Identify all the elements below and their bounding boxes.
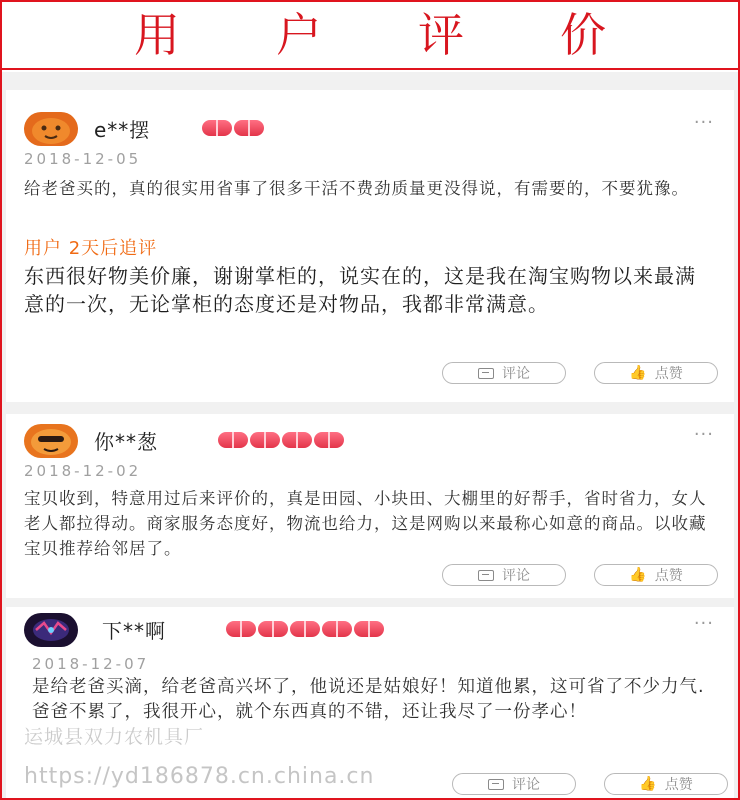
heart-icon: [282, 432, 312, 448]
rating-hearts: [202, 120, 264, 136]
review-text: 给老爸买的，真的很实用省事了很多干活不费劲质量更没得说，有需要的，不要犹豫。: [24, 179, 689, 198]
thumbs-up-icon: 👍: [629, 365, 647, 381]
review-text: 是给老爸买滴，给老爸高兴坏了，他说还是姑娘好！知道他累，这可省了不少力气.爸爸不累了，我很开心，就个东西真的不错，还让我尽了一份孝心！: [32, 677, 705, 722]
username[interactable]: 下**啊: [102, 619, 166, 643]
like-label: 点赞: [654, 568, 683, 584]
heart-icon: [258, 621, 288, 637]
review-text: 宝贝收到，特意用过后来评价的，真是田园、小块田、大棚里的好帮手，省时省力，女人老人都拉得动。商家服务态度好，物流也给力，这是网购以来最称心如意的商品。以收藏宝贝推荐给邻居了。: [24, 489, 707, 558]
heart-icon: [314, 432, 344, 448]
like-button[interactable]: [594, 362, 718, 384]
review-card: [6, 90, 734, 402]
followup-label: 用户 2天后追评: [24, 238, 158, 259]
heart-icon: [218, 432, 248, 448]
more-options-icon[interactable]: ···: [693, 424, 714, 445]
review-date: 2018-12-02: [24, 462, 142, 480]
like-button[interactable]: [604, 773, 728, 795]
comment-button[interactable]: [452, 773, 576, 795]
watermark-url: https://yd186878.cn.china.cn: [24, 764, 375, 789]
comment-label: 评论: [502, 568, 530, 584]
reviews-list[interactable]: [2, 72, 738, 798]
comment-icon: [478, 368, 494, 379]
more-options-icon[interactable]: ···: [693, 613, 714, 634]
comment-button[interactable]: [442, 564, 566, 586]
like-label: 点赞: [664, 777, 693, 793]
comment-label: 评论: [512, 777, 540, 793]
heart-icon: [354, 621, 384, 637]
review-card: [6, 607, 734, 798]
rating-hearts: [226, 621, 384, 637]
comment-button[interactable]: [442, 362, 566, 384]
review-date: 2018-12-07: [32, 655, 150, 673]
followup-text: 东西很好物美价廉，谢谢掌柜的，说实在的，这是我在淘宝购物以来最满意的一次，无论掌柜的态度还是对物品，我都非常满意。: [24, 264, 696, 316]
review-card: [6, 414, 734, 598]
avatar[interactable]: [24, 424, 78, 458]
more-options-icon[interactable]: ···: [693, 112, 714, 133]
heart-icon: [322, 621, 352, 637]
like-label: 点赞: [654, 366, 683, 382]
review-date: 2018-12-05: [24, 150, 142, 168]
page-title: 用户评价: [134, 8, 702, 62]
like-button[interactable]: [594, 564, 718, 586]
heart-icon: [250, 432, 280, 448]
heart-icon: [234, 120, 264, 136]
rating-hearts: [218, 432, 344, 448]
username[interactable]: e**摆: [94, 118, 151, 142]
thumbs-up-icon: 👍: [629, 567, 647, 583]
username[interactable]: 你**葱: [94, 430, 158, 454]
watermark-company: 运城县双力农机具厂: [24, 726, 205, 748]
page-header: [2, 2, 738, 70]
heart-icon: [202, 120, 232, 136]
avatar[interactable]: [24, 613, 78, 647]
comment-icon: [488, 779, 504, 790]
heart-icon: [226, 621, 256, 637]
comment-icon: [478, 570, 494, 581]
comment-label: 评论: [502, 366, 530, 382]
avatar[interactable]: [24, 112, 78, 146]
heart-icon: [290, 621, 320, 637]
thumbs-up-icon: 👍: [639, 776, 657, 792]
